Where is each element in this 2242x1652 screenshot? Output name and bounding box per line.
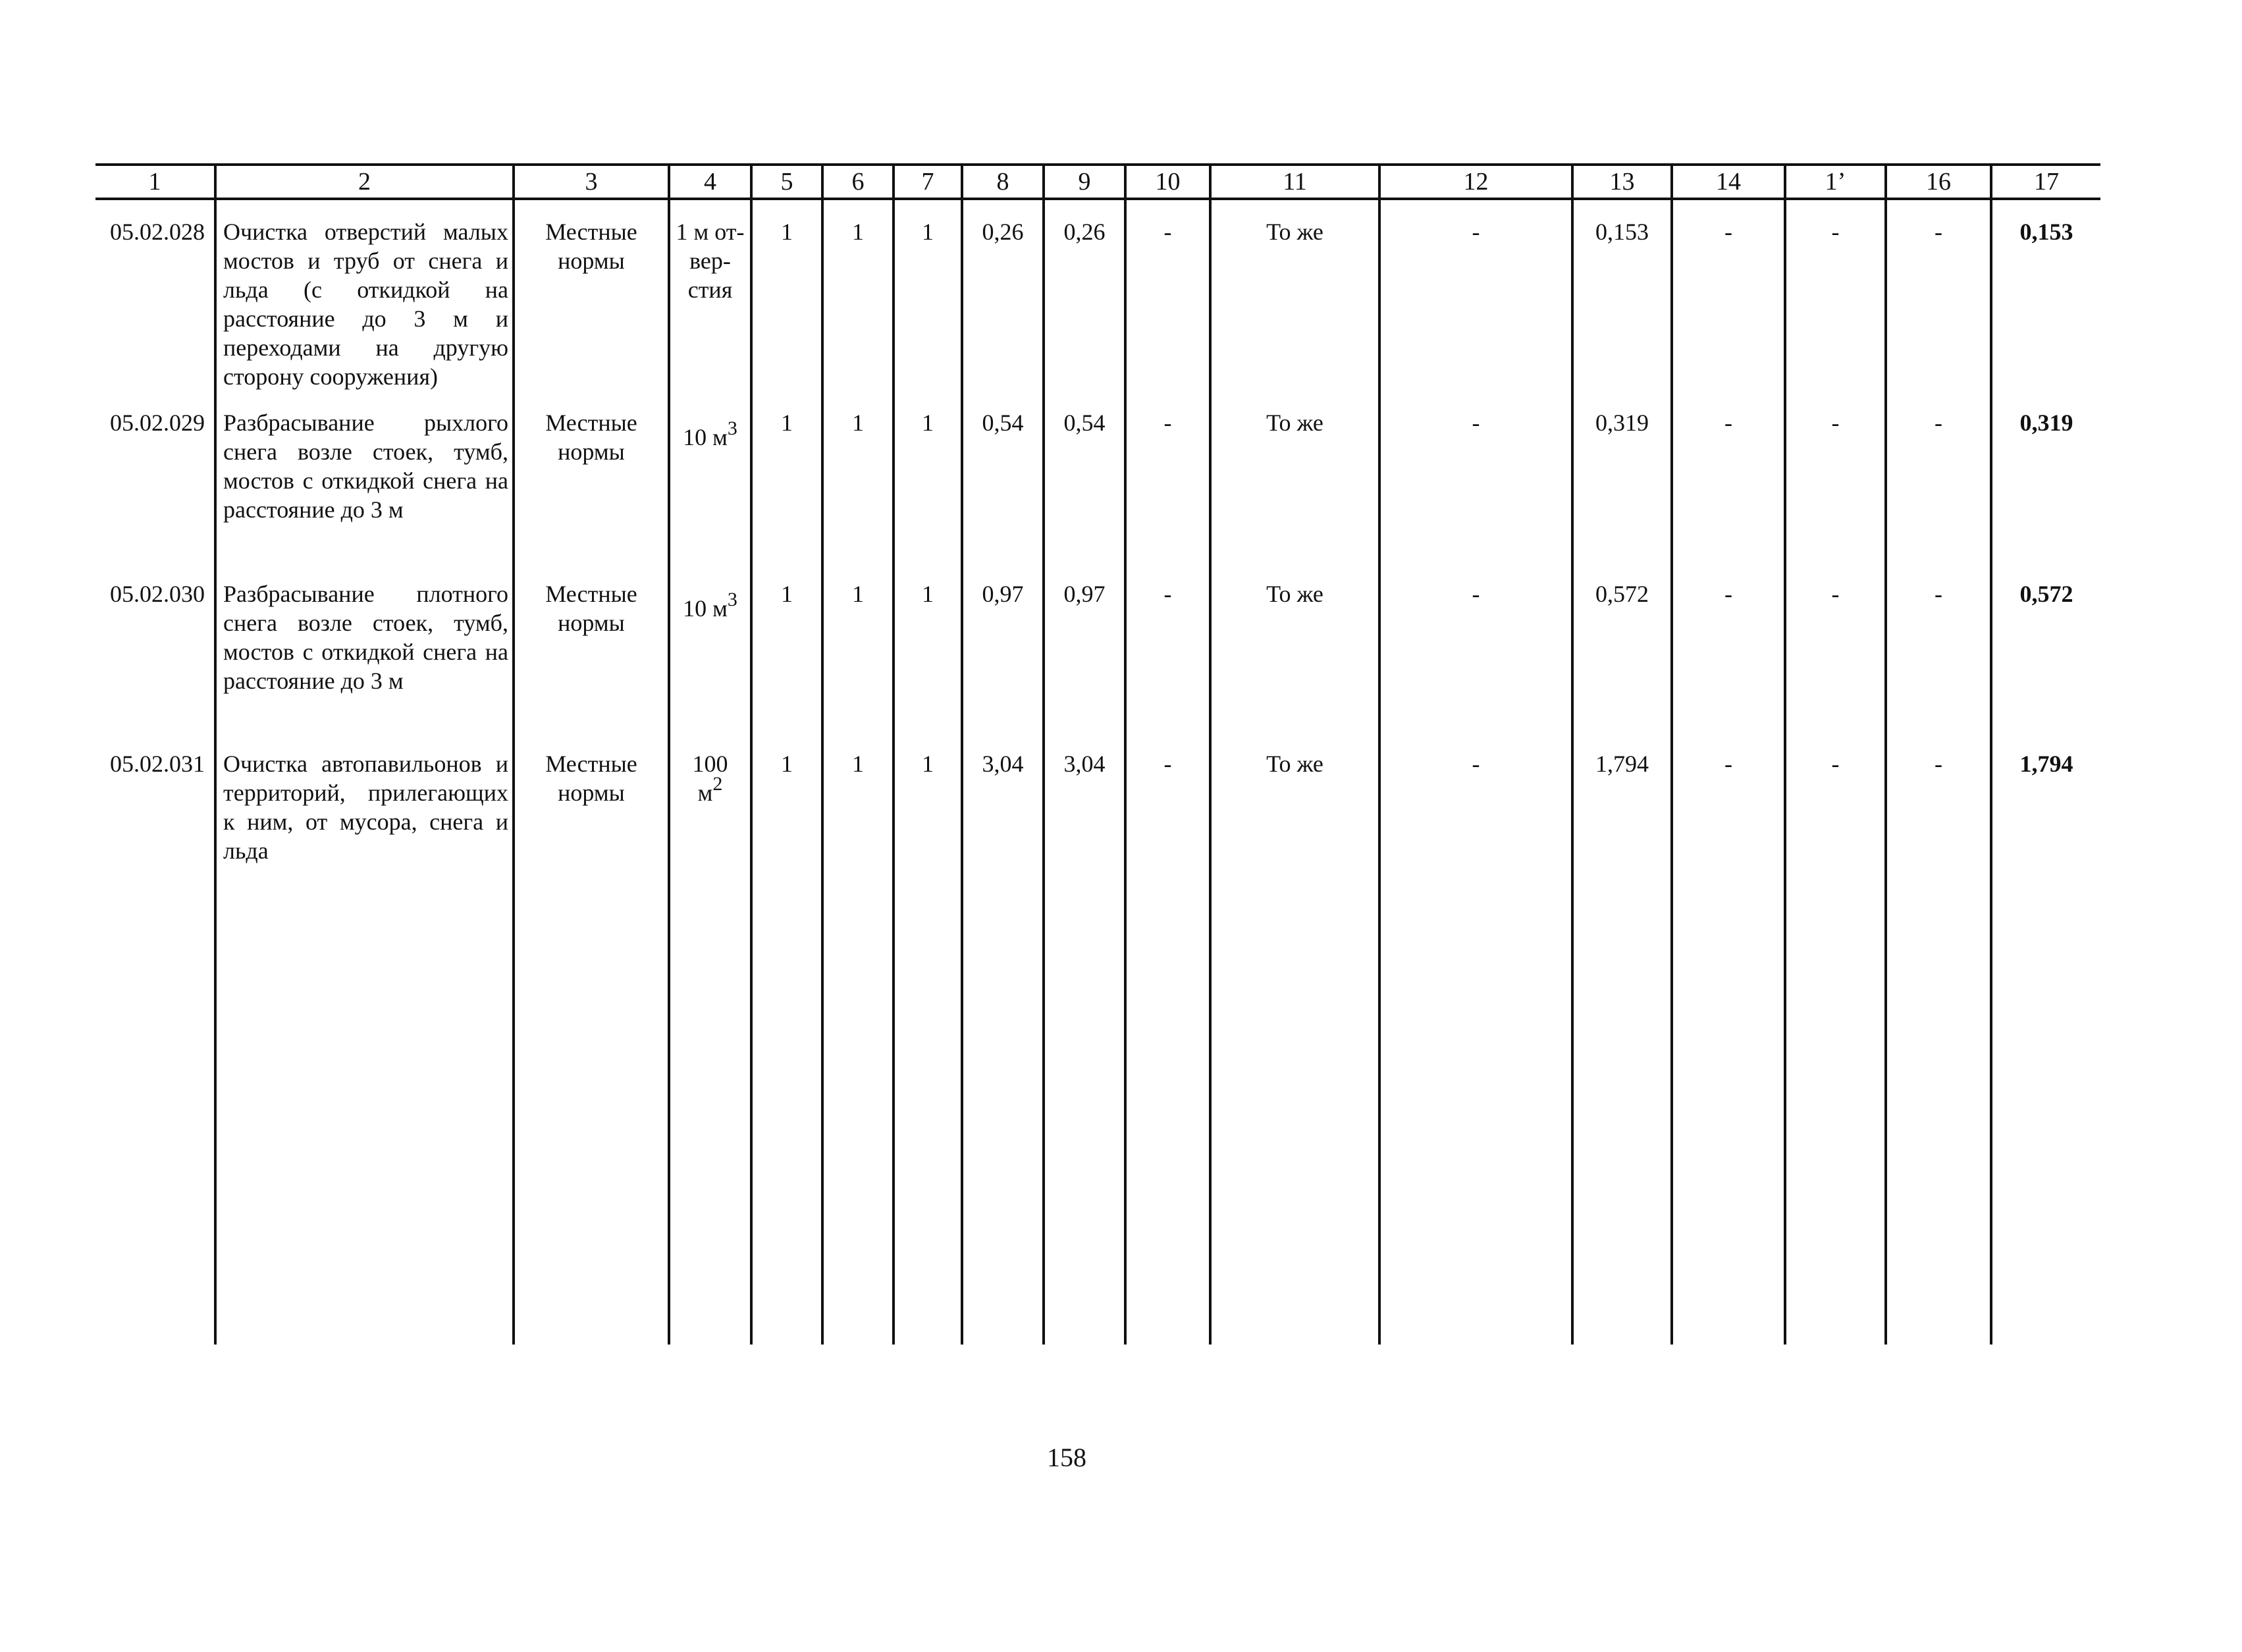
cell-c12: - — [1379, 403, 1572, 574]
row-description: Очистка автопавильонов и территорий, прилегающих к ним, от мусора, снега и льда — [215, 744, 514, 1345]
cell-c7: 1 — [894, 574, 962, 744]
cell-c11: То же — [1210, 574, 1379, 744]
column-header: 2 — [215, 165, 514, 199]
unit-main: 10 м — [683, 424, 728, 450]
cell-c16: - — [1886, 574, 1991, 744]
column-header: 16 — [1886, 165, 1991, 199]
cell-c6: 1 — [822, 403, 894, 574]
column-header: 12 — [1379, 165, 1572, 199]
cell-c10: - — [1125, 574, 1210, 744]
cell-c7: 1 — [894, 403, 962, 574]
cell-c16: - — [1886, 199, 1991, 403]
column-header: 1 — [95, 165, 215, 199]
cell-c10: - — [1125, 199, 1210, 403]
column-header: 10 — [1125, 165, 1210, 199]
cell-c12: - — [1379, 744, 1572, 1345]
cell-c14: - — [1672, 574, 1785, 744]
norms-table — [95, 163, 2100, 1345]
row-unit — [669, 574, 751, 744]
unit-power: 2 — [712, 773, 723, 795]
cell-c14: - — [1672, 199, 1785, 403]
cell-c15: - — [1785, 199, 1886, 403]
cell-c11: То же — [1210, 744, 1379, 1345]
cell-c8: 0,97 — [962, 574, 1044, 744]
cell-c9: 0,97 — [1044, 574, 1125, 744]
row-unit — [669, 744, 751, 1345]
column-header: 9 — [1044, 165, 1125, 199]
cell-c6: 1 — [822, 199, 894, 403]
column-header: 7 — [894, 165, 962, 199]
row-code: 05.02.028 — [110, 219, 205, 245]
cell-c10: - — [1125, 403, 1210, 574]
cell-c14: - — [1672, 744, 1785, 1345]
column-number-header — [95, 165, 2100, 199]
cell-total: 1,794 — [1991, 744, 2100, 1345]
cell-c16: - — [1886, 744, 1991, 1345]
unit-power: 3 — [727, 417, 737, 439]
table-row — [95, 744, 2100, 1345]
row-basis: Местные нормы — [514, 744, 669, 1345]
row-code: 05.02.031 — [110, 751, 205, 777]
column-header: 4 — [669, 165, 751, 199]
cell-c13: 0,153 — [1572, 199, 1672, 403]
unit-main: 1 м от-вер-стия — [676, 219, 745, 303]
cell-c7: 1 — [894, 744, 962, 1345]
cell-c11: То же — [1210, 403, 1379, 574]
page-number: 158 — [1047, 1443, 1086, 1472]
cell-c8: 0,54 — [962, 403, 1044, 574]
row-unit — [669, 199, 751, 403]
table-row — [95, 403, 2100, 574]
unit-main: 100 м — [692, 751, 728, 806]
unit-power: 3 — [727, 589, 737, 610]
cell-c12: - — [1379, 199, 1572, 403]
row-basis: Местные нормы — [514, 574, 669, 744]
table-row — [95, 574, 2100, 744]
column-header: 6 — [822, 165, 894, 199]
column-header: 17 — [1991, 165, 2100, 199]
cell-c12: - — [1379, 574, 1572, 744]
cell-c8: 3,04 — [962, 744, 1044, 1345]
cell-c5: 1 — [751, 574, 822, 744]
cell-c13: 1,794 — [1572, 744, 1672, 1345]
cell-c16: - — [1886, 403, 1991, 574]
cell-c14: - — [1672, 403, 1785, 574]
cell-c9: 0,54 — [1044, 403, 1125, 574]
cell-c11: То же — [1210, 199, 1379, 403]
cell-c8: 0,26 — [962, 199, 1044, 403]
cell-total: 0,153 — [1991, 199, 2100, 403]
cell-c6: 1 — [822, 574, 894, 744]
cell-c6: 1 — [822, 744, 894, 1345]
cell-total: 0,319 — [1991, 403, 2100, 574]
row-basis: Местные нормы — [514, 403, 669, 574]
unit-main: 10 м — [683, 595, 728, 622]
column-header: 3 — [514, 165, 669, 199]
cell-c15: - — [1785, 744, 1886, 1345]
table-row — [95, 199, 2100, 403]
cell-c7: 1 — [894, 199, 962, 403]
cell-c9: 0,26 — [1044, 199, 1125, 403]
cell-c5: 1 — [751, 403, 822, 574]
column-header: 14 — [1672, 165, 1785, 199]
cell-c13: 0,572 — [1572, 574, 1672, 744]
cell-c15: - — [1785, 403, 1886, 574]
row-description: Очистка отверстий малых мостов и труб от снега и льда (с откидкой на расстояние до 3 м и переходами на другую сторону сооружения) — [215, 199, 514, 403]
cell-c15: - — [1785, 574, 1886, 744]
row-basis: Местные нормы — [514, 199, 669, 403]
row-code: 05.02.029 — [110, 410, 205, 436]
cell-total: 0,572 — [1991, 574, 2100, 744]
cell-c13: 0,319 — [1572, 403, 1672, 574]
column-header: 8 — [962, 165, 1044, 199]
cell-c5: 1 — [751, 744, 822, 1345]
column-header: 13 — [1572, 165, 1672, 199]
row-code: 05.02.030 — [110, 581, 205, 607]
row-unit — [669, 403, 751, 574]
row-description: Разбрасывание рыхлого снега возле стоек, тумб, мостов с откидкой снега на расстояние до 3 м — [215, 403, 514, 574]
row-description: Разбрасывание плотного снега возле стоек, тумб, мостов с откидкой снега на расстояние до 3 м — [215, 574, 514, 744]
cell-c5: 1 — [751, 199, 822, 403]
cell-c9: 3,04 — [1044, 744, 1125, 1345]
column-header: 11 — [1210, 165, 1379, 199]
column-header: 5 — [751, 165, 822, 199]
column-header: 1ʼ — [1785, 165, 1886, 199]
cell-c10: - — [1125, 744, 1210, 1345]
